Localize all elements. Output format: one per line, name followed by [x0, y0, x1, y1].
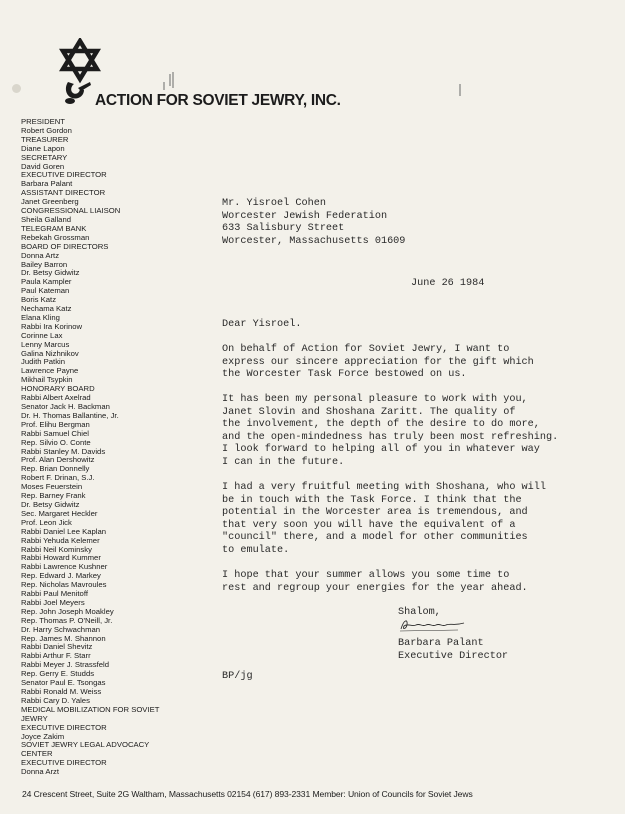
roster-group [21, 243, 181, 386]
roster-name: Diane Lapon [21, 143, 65, 153]
paragraph-line: rest and regroup your energies for the year ahead. [222, 582, 528, 594]
roster-title: TELEGRAM BANK [21, 223, 87, 233]
paragraph-line: the Worcester Task Force bestowed on us. [222, 369, 467, 381]
roster-group [21, 741, 181, 759]
roster-group [21, 724, 181, 742]
roster-name: Paul Kateman [21, 286, 70, 296]
roster-name: Rabbi Lawrence Kushner [21, 562, 108, 572]
roster-name: Senator Jack H. Backman [21, 402, 110, 411]
address-line: 633 Salisbury Street [222, 223, 345, 235]
roster-name: Dr. Harry Schwachman [21, 624, 101, 634]
paragraph [222, 344, 612, 382]
roster-name: Boris Katz [21, 295, 57, 305]
paragraph-line: to emulate. [222, 544, 290, 556]
paragraph-line: It has been my personal pleasure to work with you, [222, 394, 528, 405]
roster-title: TREASURER [21, 134, 69, 144]
paragraph-line: I can in the future. [222, 456, 345, 468]
paragraph-line: I had a very fruitful meeting with Shoshana, who will [222, 482, 547, 493]
roster-name: Rep. Gerry E. Studds [21, 669, 95, 679]
punch-hole [12, 84, 21, 93]
roster-group [21, 118, 181, 136]
roster-name: Senator Paul E. Tsongas [21, 678, 106, 688]
paragraph-line: I hope that your summer allows you some time to [222, 570, 510, 581]
roster-name: Rep. Silvio O. Conte [21, 437, 91, 447]
closing: Shalom, [398, 607, 441, 618]
letter-date: June 26 1984 [411, 278, 485, 289]
address-line: Worcester, Massachusetts 01609 [222, 235, 406, 247]
roster-name: Donna Arzt [21, 767, 60, 777]
roster-group [21, 154, 181, 172]
roster-title: SECRETARY [21, 152, 68, 162]
roster-name: Sheila Galland [21, 214, 72, 224]
handwritten-signature [398, 617, 468, 633]
board-roster [21, 118, 181, 777]
roster-name: Rep. Brian Donnelly [21, 464, 90, 474]
typist-initials: BP/jg [222, 671, 253, 682]
paragraph-line: I look forward to helping all of you in whatever way [222, 444, 540, 456]
roster-name: Dr. Betsy Gidwitz [21, 499, 80, 509]
letterhead-footer: 24 Crescent Street, Suite 2G Waltham, Massachusetts 02154 (617) 893-2331 Member: Union of Councils for Soviet Jews [22, 789, 473, 799]
roster-title: EXECUTIVE DIRECTOR [21, 170, 107, 180]
roster-title: MEDICAL MOBILIZATION FOR SOVIET JEWRY [21, 704, 160, 723]
roster-name: Rep. Barney Frank [21, 491, 86, 501]
roster-name: Rep. Nicholas Mavroules [21, 580, 107, 590]
roster-name: Rabbi Paul Menitoff [21, 589, 88, 599]
roster-name: Dr. H. Thomas Ballantine, Jr. [21, 410, 119, 420]
signer-title: Executive Director [398, 651, 509, 662]
signer-name: Barbara Palant [398, 638, 484, 649]
paragraph [222, 570, 612, 595]
roster-name: Barbara Palant [21, 179, 73, 189]
roster-name: Robert F. Drinan, S.J. [21, 473, 95, 483]
roster-name: Rep. James M. Shannon [21, 633, 106, 643]
roster-name: Galina Nizhnikov [21, 348, 79, 358]
roster-name: Elana Kling [21, 312, 60, 322]
roster-title: EXECUTIVE DIRECTOR [21, 758, 107, 768]
roster-title: ASSISTANT DIRECTOR [21, 188, 106, 198]
roster-title: CONGRESSIONAL LIAISON [21, 206, 121, 216]
roster-name: Rebekah Grossman [21, 232, 90, 242]
roster-name: Prof. Elihu Bergman [21, 419, 90, 429]
roster-name: Donna Artz [21, 250, 60, 260]
roster-group [21, 385, 181, 706]
roster-name: Moses Feuerstein [21, 482, 83, 492]
roster-name: Rabbi Ira Korinow [21, 321, 83, 331]
roster-name: Lawrence Payne [21, 366, 79, 376]
paragraph-line: potential in the Worcester area is tremendous, and [222, 507, 528, 519]
roster-name: Rabbi Stanley M. Davids [21, 446, 106, 456]
roster-name: Rep. Thomas P. O'Neill, Jr. [21, 615, 113, 625]
roster-name: David Goren [21, 161, 65, 171]
paragraph-line: that very soon you will have the equivalent of a [222, 519, 516, 531]
organization-name: ACTION FOR SOVIET JEWRY, INC. [95, 92, 341, 109]
roster-name: Dr. Betsy Gidwitz [21, 268, 80, 278]
roster-name: Rabbi Howard Kummer [21, 553, 101, 563]
roster-title: SOVIET JEWRY LEGAL ADVOCACY CENTER [21, 740, 150, 759]
roster-name: Corinne Lax [21, 330, 63, 340]
roster-name: Prof. Alan Dershowitz [21, 455, 95, 465]
roster-title: BOARD OF DIRECTORS [21, 241, 109, 251]
roster-group [21, 759, 181, 777]
roster-name: Rabbi Joel Meyers [21, 597, 85, 607]
paragraph-line: On behalf of Action for Soviet Jewry, I want to [222, 344, 510, 355]
roster-name: Rabbi Daniel Lee Kaplan [21, 526, 107, 536]
roster-name: Joyce Zakim [21, 731, 65, 741]
paragraph-line: the involvement, the depth of the desire to do more, [222, 419, 540, 431]
roster-name: Judith Patkin [21, 357, 66, 367]
roster-name: Rabbi Arthur F. Starr [21, 651, 91, 661]
roster-group [21, 189, 181, 207]
roster-title: PRESIDENT [21, 117, 65, 126]
roster-name: Mikhail Tsypkin [21, 375, 73, 385]
roster-name: Paula Kampler [21, 277, 72, 287]
roster-title: HONORARY BOARD [21, 384, 95, 394]
roster-name: Robert Gordon [21, 125, 72, 135]
roster-name: Bailey Barron [21, 259, 68, 269]
roster-name: Rabbi Yehuda Kelemer [21, 535, 100, 545]
roster-name: Janet Greenberg [21, 197, 79, 207]
roster-group [21, 207, 181, 225]
paragraph-line: "council" there, and a model for other communities [222, 532, 528, 544]
paragraph-line: Janet Slovin and Shoshana Zaritt. The quality of [222, 406, 516, 418]
roster-group [21, 225, 181, 243]
roster-name: Rabbi Samuel Chiel [21, 428, 89, 438]
roster-name: Rabbi Cary D. Yales [21, 695, 90, 705]
address-line: Worcester Jewish Federation [222, 210, 388, 222]
roster-name: Lenny Marcus [21, 339, 70, 349]
paper-marks-decoration [160, 60, 480, 100]
roster-name: Rep. John Joseph Moakley [21, 606, 114, 616]
roster-name: Rabbi Neil Kominsky [21, 544, 92, 554]
salutation: Dear Yisroel. [222, 319, 302, 330]
recipient-address [222, 198, 405, 248]
roster-name: Sec. Margaret Heckler [21, 508, 98, 518]
address-line: Mr. Yisroel Cohen [222, 198, 326, 209]
roster-name: Prof. Leon Jick [21, 517, 72, 527]
paragraph-line: be in touch with the Task Force. I think that the [222, 494, 522, 506]
roster-name: Rabbi Daniel Shevitz [21, 642, 93, 652]
roster-title: EXECUTIVE DIRECTOR [21, 722, 107, 732]
roster-name: Rep. Edward J. Markey [21, 571, 101, 581]
roster-name: Rabbi Meyer J. Strassfeld [21, 660, 110, 670]
roster-group [21, 136, 181, 154]
roster-group [21, 706, 181, 724]
paragraph-line: express our sincere appreciation for the gift which [222, 356, 534, 368]
roster-name: Rabbi Ronald M. Weiss [21, 687, 102, 696]
roster-name: Rabbi Albert Axelrad [21, 393, 91, 403]
paragraph-line: and the open-mindedness has truly been most refreshing. [222, 431, 559, 443]
roster-group [21, 171, 181, 189]
roster-name: Nechama Katz [21, 304, 72, 314]
paragraph [222, 394, 612, 470]
paragraph [222, 482, 612, 558]
